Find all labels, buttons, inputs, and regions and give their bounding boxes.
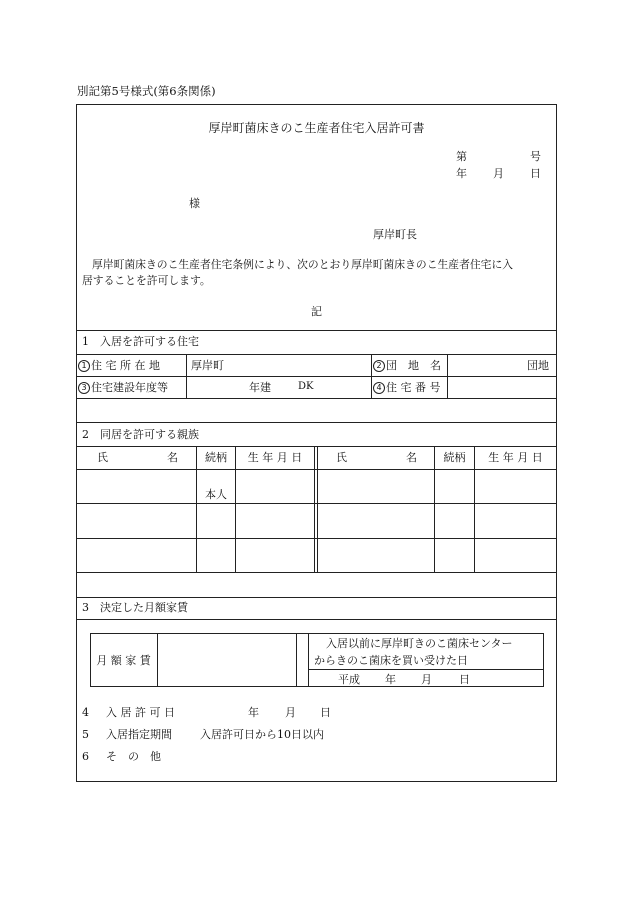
body-line-2: 居することを許可します。 bbox=[82, 274, 211, 287]
col-relationship: 続柄 bbox=[205, 451, 227, 464]
col-name-a: 氏 bbox=[336, 451, 347, 464]
col-relationship: 続柄 bbox=[443, 451, 466, 464]
item4-no: 4 bbox=[82, 706, 89, 719]
col-birthdate: 生 年 月 日 bbox=[488, 451, 543, 464]
divider bbox=[76, 398, 557, 399]
purchase-day: 日 bbox=[459, 673, 470, 686]
item5-no: 5 bbox=[82, 728, 89, 741]
purchase-line-2: からきのこ菌床を買い受けた日 bbox=[314, 654, 468, 667]
number-dai: 第 bbox=[456, 150, 467, 163]
number-go: 号 bbox=[530, 150, 541, 163]
col-name-b: 名 bbox=[406, 451, 417, 464]
housing-address-label: 1 住 宅 所 在 地 bbox=[78, 360, 160, 372]
divider bbox=[186, 354, 187, 398]
item4-day: 日 bbox=[320, 706, 331, 719]
col-name-a: 氏 bbox=[97, 451, 108, 464]
section1-heading: 1 入居を許可する住宅 bbox=[82, 335, 199, 348]
date-year: 年 bbox=[456, 167, 467, 180]
rent-label: 月 額 家 賃 bbox=[96, 654, 151, 667]
relationship-honnin: 本人 bbox=[205, 488, 227, 501]
col-name-b: 名 bbox=[167, 451, 178, 464]
construction-year-label: 3 住宅建設年度等 bbox=[78, 382, 168, 394]
divider bbox=[314, 446, 315, 572]
form-reference: 別記第5号様式(第6条関係) bbox=[77, 84, 216, 98]
complex-name-value: 団地 bbox=[527, 359, 549, 372]
complex-name-label: 2 団 地 名 bbox=[373, 360, 441, 372]
divider bbox=[157, 633, 158, 687]
heisei: 平成 bbox=[338, 673, 360, 686]
purchase-year: 年 bbox=[385, 673, 396, 686]
housing-address-value: 厚岸町 bbox=[191, 359, 224, 372]
issuer: 厚岸町長 bbox=[373, 228, 417, 241]
divider bbox=[308, 633, 309, 687]
divider bbox=[76, 330, 557, 331]
divider bbox=[76, 422, 557, 423]
document-title: 厚岸町菌床きのこ生産者住宅入居許可書 bbox=[208, 121, 425, 135]
divider bbox=[447, 354, 448, 398]
item4-month: 月 bbox=[285, 706, 296, 719]
divider bbox=[308, 669, 544, 670]
body-line-1: 厚岸町菌床きのこ生産者住宅条例により、次のとおり厚岸町菌床きのこ生産者住宅に入 bbox=[92, 258, 514, 271]
ki-mark: 記 bbox=[311, 305, 322, 318]
section2-heading: 2 同居を許可する親族 bbox=[82, 428, 199, 441]
item5-label: 入居指定期間 bbox=[106, 728, 172, 741]
addressee-sama: 様 bbox=[189, 197, 200, 210]
date-day: 日 bbox=[530, 167, 541, 180]
circled-number: 4 bbox=[373, 382, 385, 394]
item4-label: 入 居 許 可 日 bbox=[106, 706, 175, 719]
divider bbox=[76, 354, 557, 355]
divider bbox=[474, 446, 475, 572]
section3-heading: 3 決定した月額家賃 bbox=[82, 601, 188, 614]
circled-number: 3 bbox=[78, 382, 90, 394]
circled-number: 2 bbox=[373, 360, 385, 372]
purchase-line-1: 入居以前に厚岸町きのこ菌床センター bbox=[326, 637, 513, 650]
construction-dk: DK bbox=[298, 381, 314, 392]
circled-number: 1 bbox=[78, 360, 90, 372]
construction-year-nen: 年建 bbox=[249, 381, 271, 394]
item6-label: そ の 他 bbox=[106, 750, 161, 763]
divider bbox=[76, 376, 557, 377]
item4-year: 年 bbox=[248, 706, 259, 719]
divider bbox=[434, 446, 435, 572]
divider bbox=[196, 446, 197, 572]
date-month: 月 bbox=[493, 167, 504, 180]
divider bbox=[296, 633, 297, 687]
divider bbox=[235, 446, 236, 572]
divider bbox=[317, 446, 318, 572]
item5-value: 入居許可日から10日以内 bbox=[200, 728, 324, 741]
divider bbox=[76, 619, 557, 620]
item6-no: 6 bbox=[82, 750, 89, 763]
purchase-month: 月 bbox=[421, 673, 432, 686]
divider bbox=[371, 354, 372, 398]
col-birthdate: 生 年 月 日 bbox=[247, 451, 303, 464]
divider bbox=[76, 572, 557, 573]
housing-number-label: 4 住 宅 番 号 bbox=[373, 382, 441, 394]
divider bbox=[76, 597, 557, 598]
